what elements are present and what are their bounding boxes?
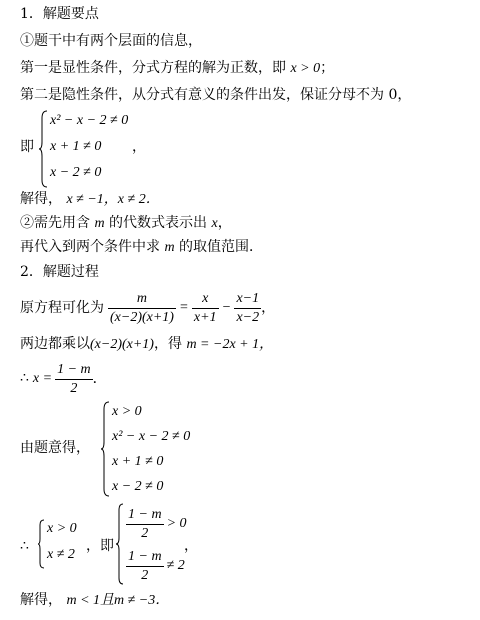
- section1-heading: 1．解题要点: [20, 6, 99, 22]
- system2-row: x² − x − 2 ≠ 0: [112, 429, 191, 444]
- eq-r2-den: x−2: [236, 309, 260, 325]
- equation-line: [20, 286, 275, 330]
- first-condition-text: 第一是显性条件，分式方程的解为正数，即: [20, 60, 286, 76]
- system2-row: x > 0: [112, 404, 142, 419]
- system4-rel: > 0: [166, 516, 187, 531]
- final-line: [20, 590, 169, 611]
- ji-label: 即: [20, 139, 34, 155]
- multiply-line: [20, 334, 273, 355]
- therefore-symbol: ∴: [20, 371, 29, 386]
- therefore2: ∴: [20, 538, 29, 554]
- x-tail: ．: [92, 371, 107, 387]
- eq-minus: −: [222, 300, 231, 315]
- solve-label: 解得，: [20, 191, 62, 207]
- point2-c: ，: [217, 215, 232, 231]
- point2-m: m: [94, 216, 105, 231]
- solve-result: x ≠ −1，x ≠ 2．: [66, 192, 160, 207]
- system1-tail: ，: [132, 139, 146, 155]
- multiply-label: 两边都乘以: [20, 336, 90, 352]
- solve-line: [20, 189, 160, 210]
- eq-lhs-fraction: [108, 290, 176, 327]
- section2-heading: 2．解题过程: [20, 264, 99, 280]
- system3: [47, 520, 87, 570]
- system3-row: x ≠ 2: [47, 547, 75, 562]
- eq-equals: =: [179, 300, 188, 315]
- eq-label: 原方程可化为: [20, 300, 104, 316]
- x-fraction: [55, 361, 93, 398]
- system2: [112, 403, 232, 497]
- first-condition-line: [20, 58, 334, 79]
- system4-row: [126, 546, 187, 586]
- brace-system4: [115, 503, 124, 585]
- meaning-label: 由题意得，: [20, 440, 90, 456]
- eq-r1-den: x+1: [193, 309, 217, 325]
- system4: [126, 504, 187, 586]
- system1-row: x − 2 ≠ 0: [50, 165, 102, 180]
- point2-line: [20, 213, 232, 234]
- final-result: m < 1且m ≠ −3．: [66, 593, 170, 608]
- x-solution-line: [20, 358, 107, 400]
- eq-lhs-den: (x−2)(x+1): [110, 309, 174, 325]
- multiply-factor: (x−2)(x+1): [90, 337, 154, 352]
- final-label: 解得，: [20, 592, 62, 608]
- system4-den: 2: [126, 566, 164, 585]
- eq-r2-num: x−1: [236, 290, 260, 306]
- system3-row: x > 0: [47, 521, 77, 536]
- system4-row: [126, 504, 187, 544]
- x-num: 1 − m: [57, 361, 91, 377]
- multiply-result: m = −2x + 1，: [186, 337, 274, 352]
- eq-lhs-num: m: [136, 290, 148, 306]
- point2-b: 的代数式表示出: [109, 215, 208, 231]
- brace-system3: [37, 519, 45, 569]
- x-eq: x =: [32, 371, 53, 386]
- eq-r1-fraction: [192, 290, 219, 327]
- second-condition-line: 第二是隐性条件，从分式有意义的条件出发，保证分母不为 0，: [20, 87, 412, 103]
- eq-tail: ，: [261, 300, 276, 316]
- system2-row: x + 1 ≠ 0: [112, 454, 164, 469]
- point1-intro: ①题干中有两个层面的信息，: [20, 33, 202, 49]
- system1: [50, 112, 190, 188]
- system4-fraction: [126, 506, 164, 543]
- point2-line2: [20, 237, 263, 258]
- first-condition-math: x > 0: [290, 61, 321, 76]
- system2-row: x − 2 ≠ 0: [112, 479, 164, 494]
- system1-row: x + 1 ≠ 0: [50, 139, 102, 154]
- brace-system2: [100, 401, 110, 497]
- system4-rel: ≠ 2: [166, 558, 185, 573]
- point2-x: x: [211, 216, 218, 231]
- system1-row: x² − x − 2 ≠ 0: [50, 113, 129, 128]
- multiply-get: ，得: [153, 336, 182, 352]
- system4-tail: ，: [184, 538, 198, 554]
- system4-num: 1 − m: [128, 506, 162, 522]
- first-condition-end: ；: [320, 60, 335, 76]
- system4-fraction: [126, 548, 164, 585]
- eq-r1-num: x: [202, 290, 209, 306]
- system4-num: 1 − m: [128, 548, 162, 564]
- eq-r2-fraction: [234, 290, 261, 327]
- point2-a: ②需先用含: [20, 215, 90, 231]
- ji2-label: ，即: [86, 538, 114, 554]
- brace-system1: [38, 110, 48, 188]
- x-den: 2: [55, 379, 93, 398]
- system4-den: 2: [126, 524, 164, 543]
- point2-line2-a: 再代入到两个条件中求: [20, 239, 160, 255]
- point2-line2-m: m: [164, 240, 175, 255]
- point2-line2-b: 的取值范围．: [179, 239, 264, 255]
